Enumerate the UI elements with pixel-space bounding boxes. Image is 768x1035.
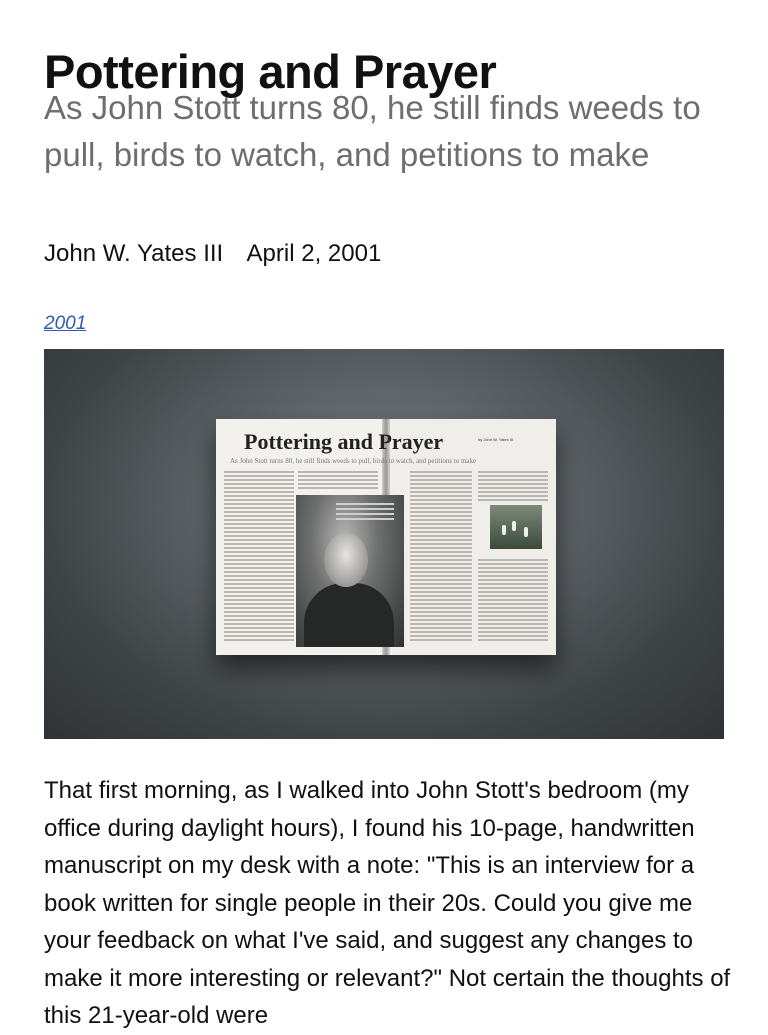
publish-date: April 2, 2001 bbox=[246, 240, 382, 267]
hero-image bbox=[44, 349, 724, 739]
left-column-text bbox=[224, 471, 294, 643]
article-title: Pottering and Prayer bbox=[44, 45, 497, 99]
portrait-photo bbox=[296, 495, 404, 647]
author-name[interactable]: John W. Yates III bbox=[44, 240, 224, 267]
right-column-text-3 bbox=[478, 559, 548, 643]
article-subtitle: As John Stott turns 80, he still finds weeds to pull, birds to watch, and petitions to make bbox=[44, 89, 701, 173]
portrait-face bbox=[324, 533, 368, 587]
right-column-text bbox=[410, 471, 472, 643]
article-body-paragraph: That first morning, as I walked into John Stott's bedroom (my office during daylight hours), I found his 10-page, handwritten manuscript on my desk with a note: "This is an interview for a book written for single people in their 20s. Could you give me your feedback on what I've said, and suggest any changes to make it more interesting or relevant?" Not certain the thoughts of this 21-year-old were bbox=[44, 777, 731, 1029]
magazine-spread bbox=[216, 419, 556, 655]
magazine-byline: by John W. Yates III bbox=[478, 437, 514, 442]
right-column-text-2 bbox=[478, 471, 548, 503]
magazine-deck: As John Stott turns 80, he still finds weeds to pull, birds to watch, and petitions to make bbox=[230, 457, 477, 465]
photo-caption bbox=[336, 503, 394, 523]
left-column-text-2 bbox=[298, 471, 378, 491]
portrait-coat bbox=[304, 583, 394, 647]
magazine-headline: Pottering and Prayer bbox=[244, 429, 444, 454]
issue-year-link[interactable]: 2001 bbox=[44, 313, 87, 334]
birds-inset-photo bbox=[490, 505, 542, 549]
byline bbox=[44, 237, 399, 271]
